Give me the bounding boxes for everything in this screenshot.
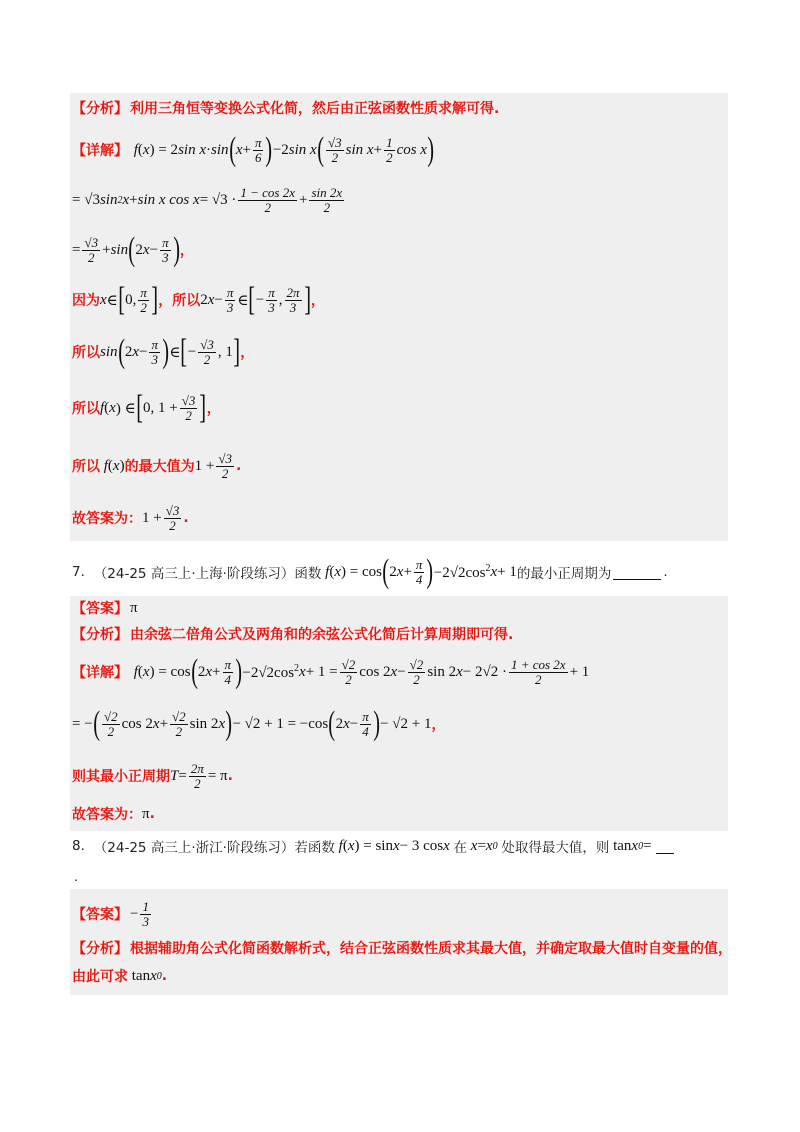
- q7-detail-line: [72, 650, 589, 694]
- p6-formula-5: sin ( 2 x − $\frac{\pi}{3}$ ) ∈ [ − $\frac{√3}{2}$ , 1 ]: [100, 333, 240, 370]
- q7-analysis-line: [72, 620, 513, 648]
- p6-final-value: 1 + $\frac{√3}{2}$: [142, 502, 180, 533]
- q8-answer-line: [72, 892, 153, 936]
- q7-period-dot: .: [227, 768, 233, 784]
- p6-formula-3: = $\frac{√3}{2}$ + sin ( 2 x − $\frac{\pi}{3}$ ): [72, 231, 180, 268]
- q7-formula: f ( x ) = cos ( 2 x + $\frac{\pi}{4}$ ) $-2√2\cos^2$ x + 1: [321, 553, 517, 590]
- q7-step-2: [72, 702, 445, 746]
- q7-analysis-tag: 【分析】: [72, 627, 128, 643]
- p6-so-3: 所以: [72, 459, 100, 475]
- p6-formula-6: f ( x ) ∈ [ 0, 1 + $\frac{√3}{2}$ ]: [100, 389, 207, 426]
- p6-step-7: [72, 444, 241, 488]
- q7-answer-blank: [613, 565, 661, 580]
- q7-final-label: 故答案为：: [72, 807, 142, 823]
- p6-formula-7b: 1 + $\frac{√3}{2}$: [194, 450, 232, 481]
- q8-analysis-line: [72, 934, 732, 962]
- p6-comma-2: ，: [310, 293, 325, 309]
- q8-number: 8.: [72, 838, 85, 854]
- q7-number: 7.: [72, 564, 85, 580]
- q7-formula-1: f ( x ) = cos ( 2 x + $\frac{\pi}{4}$ ) $-2√2\cos^2$ x + 1 = $\frac{√2}{2}$ cos 2 x − $\frac{√2}{2}$ sin 2 x − 2√2 · $\frac{1 + \cos 2x}{2}$ + 1: [130, 653, 590, 690]
- q8-source: （24-25 高三上·浙江·阶段练习）若函数: [93, 840, 335, 856]
- q8-formula-3: tan x 0 =: [613, 837, 652, 854]
- q8-answer-blank: [656, 839, 674, 854]
- q8-analysis-tag: 【分析】: [72, 941, 128, 957]
- p6-period-2: .: [183, 510, 189, 526]
- p6-analysis-line: [72, 88, 499, 128]
- p6-max-text: 的最大值为: [124, 459, 195, 475]
- p6-comma-1: ，: [179, 243, 194, 259]
- p6-step-6: [72, 386, 221, 430]
- q7-answer-line: [72, 594, 138, 622]
- q7-step-3: [72, 754, 233, 798]
- q8-analysis-text: 根据辅助角公式化简函数解析式，结合正弦函数性质求其最大值，并确定取最大值时自变量的值，: [130, 941, 732, 957]
- q7-answer: π: [130, 599, 138, 616]
- q7-question: 7. （24-25 高三上·上海·阶段练习）函数 f ( x ) = cos ( 2 x + $\frac{\pi}{4}$ ) $-2√2\cos^2$ x + 1 的最小正周期为 .: [72, 553, 668, 590]
- p6-so-a: ，所以: [158, 293, 201, 309]
- p6-period-1: .: [235, 458, 242, 474]
- q8-analysis-dot: .: [161, 968, 168, 984]
- p6-formula-7a: f ( x ): [100, 457, 125, 474]
- q8-analysis-text-2: 由此可求: [72, 969, 128, 985]
- p6-so-2: 所以: [72, 401, 100, 417]
- q7-final-value: π: [142, 805, 150, 822]
- detail-tag: 【详解】: [72, 143, 128, 159]
- q8-formula-1: f ( x ) = sin x − 3 cos x: [334, 837, 454, 854]
- q8-answer: − $\frac{1}{3}$: [130, 898, 149, 929]
- p6-step-3: [72, 228, 194, 272]
- q7-comma: ，: [431, 717, 446, 733]
- p6-step-5: [72, 330, 254, 374]
- p6-so-1: 所以: [72, 345, 100, 361]
- p6-comma-4: ，: [206, 401, 221, 417]
- q8-mid2: 处取得最大值，则: [501, 840, 610, 856]
- q7-formula-3: T = $\frac{2\pi}{2}$ = π: [170, 760, 228, 791]
- q7-period-label: 则其最小正周期: [72, 769, 170, 785]
- p6-final-label: 故答案为：: [72, 511, 142, 527]
- q7-formula-2: = − ( $\frac{√2}{2}$ cos 2 x + $\frac{√2}{2}$ sin 2 x ) − √2 + 1 = −cos ( 2 x − $\frac{\pi}{4}$ ) − √2 + 1: [72, 705, 432, 742]
- p6-final: [72, 496, 189, 540]
- q7-final: [72, 798, 155, 830]
- p6-analysis-text: 利用三角恒等变换公式化简，然后由正弦函数性质求解可得.: [130, 101, 500, 117]
- q8-mid: 在: [453, 840, 468, 856]
- analysis-tag: 【分析】: [72, 101, 128, 117]
- p6-step-4: [72, 278, 325, 322]
- q8-analysis-line-2: [72, 962, 167, 990]
- p6-because: 因为: [72, 293, 100, 309]
- q7-answer-tag: 【答案】: [72, 601, 128, 617]
- p6-formula-1: f ( x ) = 2 sin x · sin ( x + $\frac{\pi}{6}$ ) −2 sin x ( $\frac{√3}{2}$ sin x + $\frac{1}{2}$ cos x ): [130, 131, 435, 168]
- p6-formula-4a: x ∈ [ 0, $\frac{\pi}{2}$ ]: [100, 281, 158, 318]
- p6-comma-3: ，: [240, 345, 255, 361]
- q7-analysis-text: 由余弦二倍角公式及两角和的余弦公式化简后计算周期即可得.: [130, 627, 514, 643]
- q7-final-dot: .: [149, 806, 155, 822]
- p6-detail-line: [72, 128, 434, 172]
- p6-formula-4b: 2 x − $\frac{\pi}{3}$ ∈ [ − $\frac{\pi}{3}$ , $\frac{2\pi}{3}$ ]: [200, 281, 311, 318]
- p6-step-2: [72, 178, 346, 222]
- q8-formula-2: x = x 0: [467, 837, 498, 854]
- q7-detail-tag: 【详解】: [72, 665, 128, 681]
- q8-dot: .: [74, 870, 78, 884]
- q8-answer-tag: 【答案】: [72, 907, 128, 923]
- q8-formula-4: tan x 0: [131, 967, 162, 984]
- q8-question: [72, 828, 674, 864]
- q7-question-tail: 的最小正周期为: [516, 566, 612, 582]
- q7-source: （24-25 高三上·上海·阶段练习）函数: [93, 566, 322, 582]
- p6-formula-2: = √3 sin 2 x + sin x cos x = √3 · $\frac{1 - \cos 2x}{2}$ + $\frac{\sin 2x}{2}$: [72, 184, 343, 215]
